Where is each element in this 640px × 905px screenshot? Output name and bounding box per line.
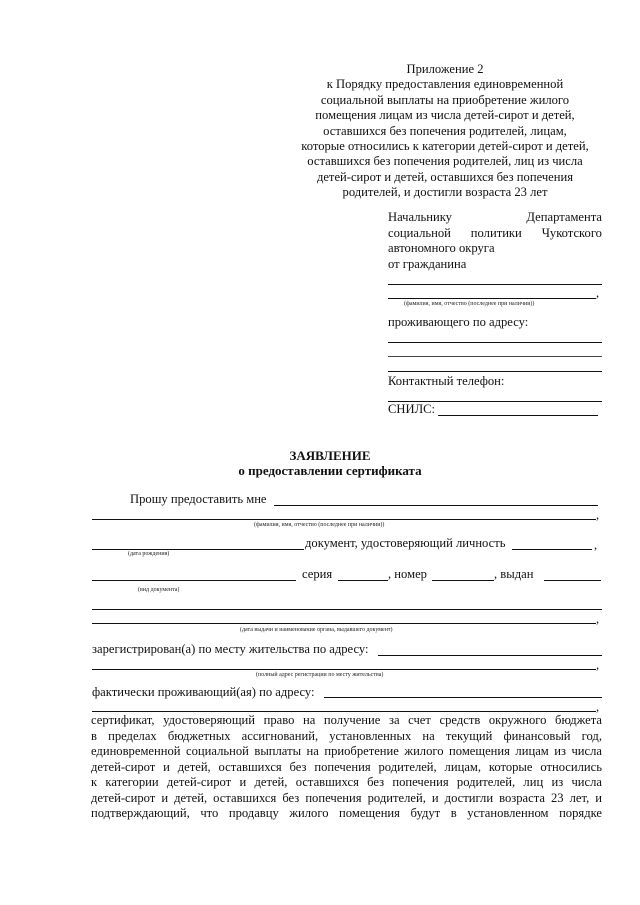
document-title: ЗАЯВЛЕНИЕ — [289, 448, 371, 463]
paragraph-line: детей-сирот и детей, оставшихся без попечения родителей, лицам, которые относились — [91, 759, 602, 774]
doc-type-line[interactable] — [92, 580, 296, 581]
appendix-line: детей-сирот и детей, оставшихся без попечения — [316, 169, 574, 184]
birth-date-caption: (дата рождения) — [128, 551, 170, 557]
doc-type-caption: (вид документа) — [138, 587, 180, 593]
address-field-line[interactable] — [388, 371, 602, 372]
comma: , — [596, 286, 600, 300]
paragraph-line: единовременной социальной выплаты на приобретение жилого помещения лицам из числа — [91, 744, 602, 758]
issuer-caption: (дата выдачи и наименование органа, выдавшего документ) — [240, 627, 393, 633]
snils-field-line[interactable] — [438, 415, 598, 416]
fio-field-line[interactable] — [388, 284, 602, 285]
addressee-word: Начальнику — [388, 210, 452, 224]
fio-caption: (фамилия, имя, отчество (последнее при наличии)) — [404, 301, 535, 307]
snils-label: СНИЛС: — [388, 402, 436, 416]
addressee-line: автономного округа — [388, 241, 495, 256]
registered-address-line[interactable] — [378, 655, 602, 656]
paragraph-line: в пределах бюджетных ассигнований, установленных на текущий финансовый год, — [91, 728, 602, 743]
identity-doc-label: документ, удостоверяющий личность — [305, 536, 506, 550]
paragraph-line: к категории детей-сирот и детей, оставшихся без попечения родителей, лиц из числа — [91, 775, 602, 789]
actual-address-line[interactable] — [92, 711, 596, 712]
address-field-line[interactable] — [388, 342, 602, 343]
issuer-line[interactable] — [92, 609, 602, 610]
registered-address-line[interactable] — [92, 669, 596, 670]
appendix-line: которые относились к категории детей-сирот и детей, — [301, 139, 589, 154]
paragraph-line: подтверждающий, что продавцу жилого помещения будут в установленном порядке — [91, 806, 602, 820]
series-line[interactable] — [338, 580, 388, 581]
appendix-line: оставшихся без попечения родителей, лиц из числа — [307, 154, 583, 169]
comma: , — [596, 700, 600, 714]
issuer-line[interactable] — [92, 623, 596, 624]
fio-field-line[interactable] — [388, 298, 596, 299]
addressee-block — [388, 210, 602, 272]
document-subtitle: о предоставлении сертификата — [238, 463, 422, 478]
addressee-word: Чукотского — [541, 225, 602, 240]
appendix-line: Приложение 2 — [406, 62, 484, 76]
comma: , — [596, 658, 600, 672]
phone-label: Контактный телефон: — [388, 374, 505, 388]
registered-label: зарегистрирован(а) по месту жительства по адресу: — [92, 642, 369, 656]
issued-line[interactable] — [544, 580, 601, 581]
paragraph-line: сертификат, удостоверяющий право на получение за счет средств окружного бюджета — [91, 713, 602, 727]
number-line[interactable] — [432, 580, 494, 581]
comma: , — [596, 508, 600, 522]
number-label: , номер — [388, 567, 427, 581]
paragraph-line: детей-сирот и детей, оставшихся без попечения родителей, и достигли возраста 23 лет, и — [91, 790, 602, 805]
request-label: Прошу предоставить мне — [130, 492, 267, 506]
residing-label: проживающего по адресу: — [388, 315, 529, 329]
appendix-line: родителей, и достигли возраста 23 лет — [342, 185, 548, 200]
comma: , — [594, 538, 598, 552]
certificate-paragraph — [91, 713, 602, 822]
fio-input-line[interactable] — [92, 519, 596, 520]
addressee-word: Департамента — [526, 210, 602, 224]
fio-input-line[interactable] — [274, 505, 598, 506]
appendix-line: к Порядку предоставления единовременной — [326, 77, 564, 92]
appendix-header — [280, 62, 610, 201]
address-field-line[interactable] — [388, 356, 602, 357]
issued-label: , выдан — [494, 567, 534, 581]
appendix-line: оставшихся без попечения родителей, лицам, — [323, 123, 567, 138]
addressee-word: политики — [470, 225, 522, 240]
addressee-line: от гражданина — [388, 256, 467, 271]
addressee-word: социальной — [388, 225, 451, 240]
series-label: серия — [302, 567, 333, 581]
actual-address-line[interactable] — [324, 697, 602, 698]
birth-date-line[interactable] — [92, 549, 304, 550]
actual-address-label: фактически проживающий(ая) по адресу: — [92, 685, 315, 699]
comma: , — [596, 612, 600, 626]
identity-doc-line[interactable] — [512, 549, 592, 550]
fio-caption: (фамилия, имя, отчество (последнее при наличии)) — [254, 522, 385, 528]
appendix-line: социальной выплаты на приобретение жилого — [320, 92, 570, 107]
appendix-line: помещения лицам из числа детей-сирот и детей, — [315, 108, 575, 123]
registration-caption: (полный адрес регистрации по месту жительства) — [256, 672, 384, 678]
